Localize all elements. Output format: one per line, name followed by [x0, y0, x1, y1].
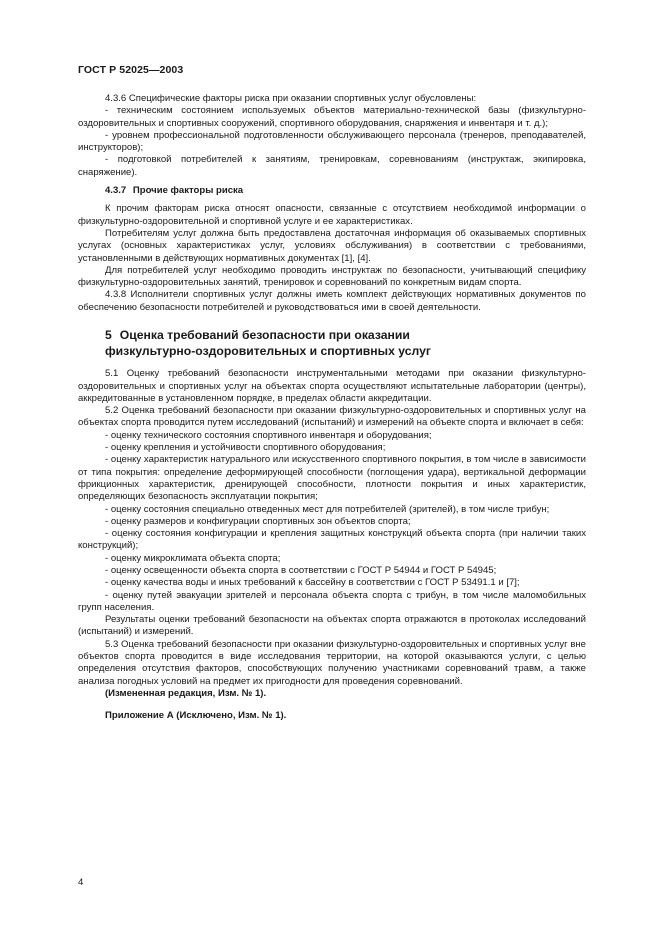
paragraph-4-3-6: 4.3.6 Специфические факторы риска при оказании спортивных услуг обусловлены: [105, 93, 477, 104]
subsection-title: Прочие факторы риска [132, 185, 244, 197]
list-item: - оценку состояния специально отведенных мест для потребителей (зрителей), в том числе трибун; [105, 503, 550, 515]
paragraph-5-3: 5.3 Оценка требований безопасности при оказании физкультурно-оздоровительных и спортивных услуг вне объектов спорта проводится в виде исследования территории, на которой оказываются услуги, с целью определения отсутствия факторов, способствующих получению участниками соревнований травм, а также анализа погодных условий на предмет их пригодности для проведения соревнований. [78, 638, 586, 687]
paragraph-5-1: 5.1 Оценку требований безопасности инструментальными методами при оказании физкультурно-оздоровительных и спортивных услуг на объектах спорта осуществляют испытательные лаборатории (центры), аккредитованные в установленном порядке, в пределах области аккредитации. [78, 368, 586, 404]
list-item: - уровнем профессиональной подготовленности обслуживающего персонала (тренеров, преподавателей, инструкторов); [78, 129, 586, 154]
standard-header: ГОСТ Р 52025—2003 [78, 64, 184, 76]
section-heading-5 [78, 328, 586, 359]
subsection-heading-4-3-7 [78, 185, 586, 197]
paragraph-5-2: 5.2 Оценка требований безопасности при оказании физкультурно-оздоровительных и спортивных услуг на объектах спорта проводится путем исследований (испытаний) и измерений на объекте спорта и включает в себя: [78, 405, 586, 429]
list-item: - подготовкой потребителей к занятиям, тренировкам, соревнованиям (инструктаж, экипировка, снаряжение). [78, 154, 586, 178]
amendment-note: (Измененная редакция, Изм. № 1). [105, 687, 267, 699]
subsection-number: 4.3.7 [105, 185, 127, 197]
paragraph-4-3-8: 4.3.8 Исполнители спортивных услуг должны иметь комплект действующих нормативных документов по обеспечению безопасности потребителей и руководствоваться ими в своей деятельности. [78, 289, 586, 313]
paragraph: Потребителям услуг должна быть предоставлена достаточная информация об оказываемых спортивных услугах (основных характеристиках услуг, условиях обслуживания) в соответствии с требованиями, установленными в действующих нормативных документах [1], [4]. [78, 227, 586, 264]
list-item: - оценку размеров и конфигурации спортивных зон объектов спорта; [105, 515, 411, 527]
document-body [78, 93, 586, 723]
list-item: - оценку характеристик натурального или искусственного спортивного покрытия, в том числе в зависимости от типа покрытия: определение деформирующей способности (поглощения удара), вертикальной деформации фрикционных характеристик, дренирующей способности, плотности покрытия и иных характеристик, определяющих безопасность эксплуатации покрытия; [78, 454, 586, 503]
list-item: - техническим состоянием используемых объектов материально-технической базы (физкультурно-оздоровительных и спортивных сооружений, спортивного оборудования, снаряжения и инвентаря и т. д.); [78, 105, 586, 129]
paragraph: Результаты оценки требований безопасности на объектах спорта отражаются в протоколах исследований (испытаний) и измерений. [78, 614, 586, 638]
list-item: - оценку состояния конфигурации и крепления защитных конструкций объекта спорта (при наличии таких конструкций); [78, 528, 586, 552]
list-item: - оценку микроклимата объекта спорта; [105, 552, 281, 564]
list-item: - оценку освещенности объекта спорта в соответствии с ГОСТ Р 54944 и ГОСТ Р 54945; [105, 564, 497, 576]
section-number: 5 [105, 328, 112, 343]
page-number: 4 [78, 877, 84, 888]
section-title-line1: Оценка требований безопасности при оказании [119, 328, 410, 343]
paragraph: Для потребителей услуг необходимо проводить инструктаж по безопасности, учитывающий специфику физкультурно-оздоровительных занятий, тренировок и соревнований по конкретным видам спорта. [78, 264, 586, 289]
list-item: - оценку качества воды и иных требований к бассейну в соответствии с ГОСТ Р 53491.1 и [7]; [105, 577, 520, 589]
list-item: - оценку технического состояния спортивного инвентаря и оборудования; [105, 429, 432, 441]
list-item: - оценку путей эвакуации зрителей и персонала объекта спорта с трибун, в том числе маломобильных групп населения. [78, 589, 586, 613]
section-title-line2: физкультурно-оздоровительных и спортивных услуг [105, 343, 431, 358]
list-item: - оценку крепления и устойчивости спортивного оборудования; [105, 442, 386, 454]
appendix-note: Приложение А (Исключено, Изм. № 1). [105, 710, 287, 722]
paragraph: К прочим факторам риска относят опасности, связанные с отсутствием необходимой информации о физкультурно-оздоровительной и спортивной услуге и ее характеристиках. [78, 203, 586, 227]
